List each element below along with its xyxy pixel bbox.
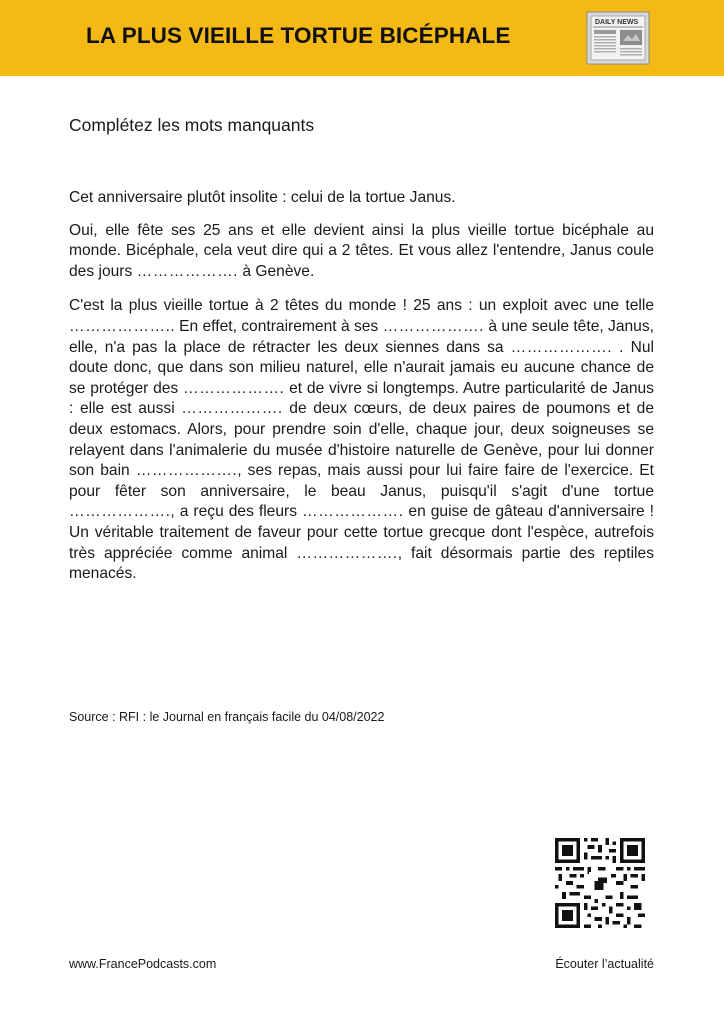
article-body [69,188,654,599]
blank-field[interactable]: ………………. [181,400,283,418]
blank-field[interactable]: ………………. [135,462,238,480]
source-citation: Source : RFI : le Journal en français facile du 04/08/2022 [69,710,385,724]
footer-tagline: Écouter l’actualité [555,957,654,971]
blank-field[interactable]: ………………. [302,503,404,521]
blank-field[interactable]: ………………. [382,317,484,335]
page-title: LA PLUS VIEILLE TORTUE BICÉPHALE [86,23,511,48]
footer-website-link[interactable]: www.FrancePodcasts.com [69,957,217,971]
article-paragraph-3: C'est la plus vieille tortue à 2 têtes du monde ! 25 ans : un exploit avec une telle ……………….. En effet, contrairement à ses ………………. à une seule tête, Janus, elle, n'a pas la place de rétracter les deux siennes dans sa ………………. . Nul doute donc, que dans son milieu naturel, elle n'aurait jamais eu aucune chance de se protéger des ………………. et de vivre si longtemps. Autre particularité de Janus : elle est aussi ………………. de deux cœurs, de deux paires de poumons et de deux estomacs. Alors, pour prendre soin d'elle, chaque jour, deux soigneuses se relayent dans l'animalerie du musée d'histoire naturelle de Genève, pour lui donner son bain ………………., ses repas, mais aussi pour lui faire faire de l'exercice. Et pour fêter son anniversaire, le beau Janus, puisqu'il s'agit d'une tortue ………………., a reçu des fleurs ………………. en guise de gâteau d'anniversaire ! Un véritable traitement de faveur pour cette tortue grecque dont l'espèce, autrefois très appréciée comme animal ………………., fait désormais partie des reptiles menacés. [69,297,654,583]
exercise-instruction: Complétez les mots manquants [69,115,315,135]
blank-field[interactable]: ………………. [296,544,398,562]
article-paragraph-2: Oui, elle fête ses 25 ans et elle devient ainsi la plus vieille tortue bicéphale au monde. Bicéphale, cela veut dire qui a 2 têtes. Et vous allez l'entendre, Janus coule des jours ………………. à Genève. [69,221,654,280]
article-paragraph-1: Cet anniversaire plutôt insolite : celui de la tortue Janus. [69,189,456,206]
blank-field[interactable]: ………………. [136,262,239,280]
header-banner [0,0,724,76]
blank-field[interactable]: ………………. [69,317,171,335]
blank-field[interactable]: ………………. [69,503,171,521]
blank-field[interactable]: ………………. [510,338,613,356]
blank-field[interactable]: ………………. [182,379,285,397]
newspaper-icon [584,8,652,68]
qr-code[interactable] [555,838,645,928]
newspaper-icon-label: DAILY NEWS [595,19,639,26]
